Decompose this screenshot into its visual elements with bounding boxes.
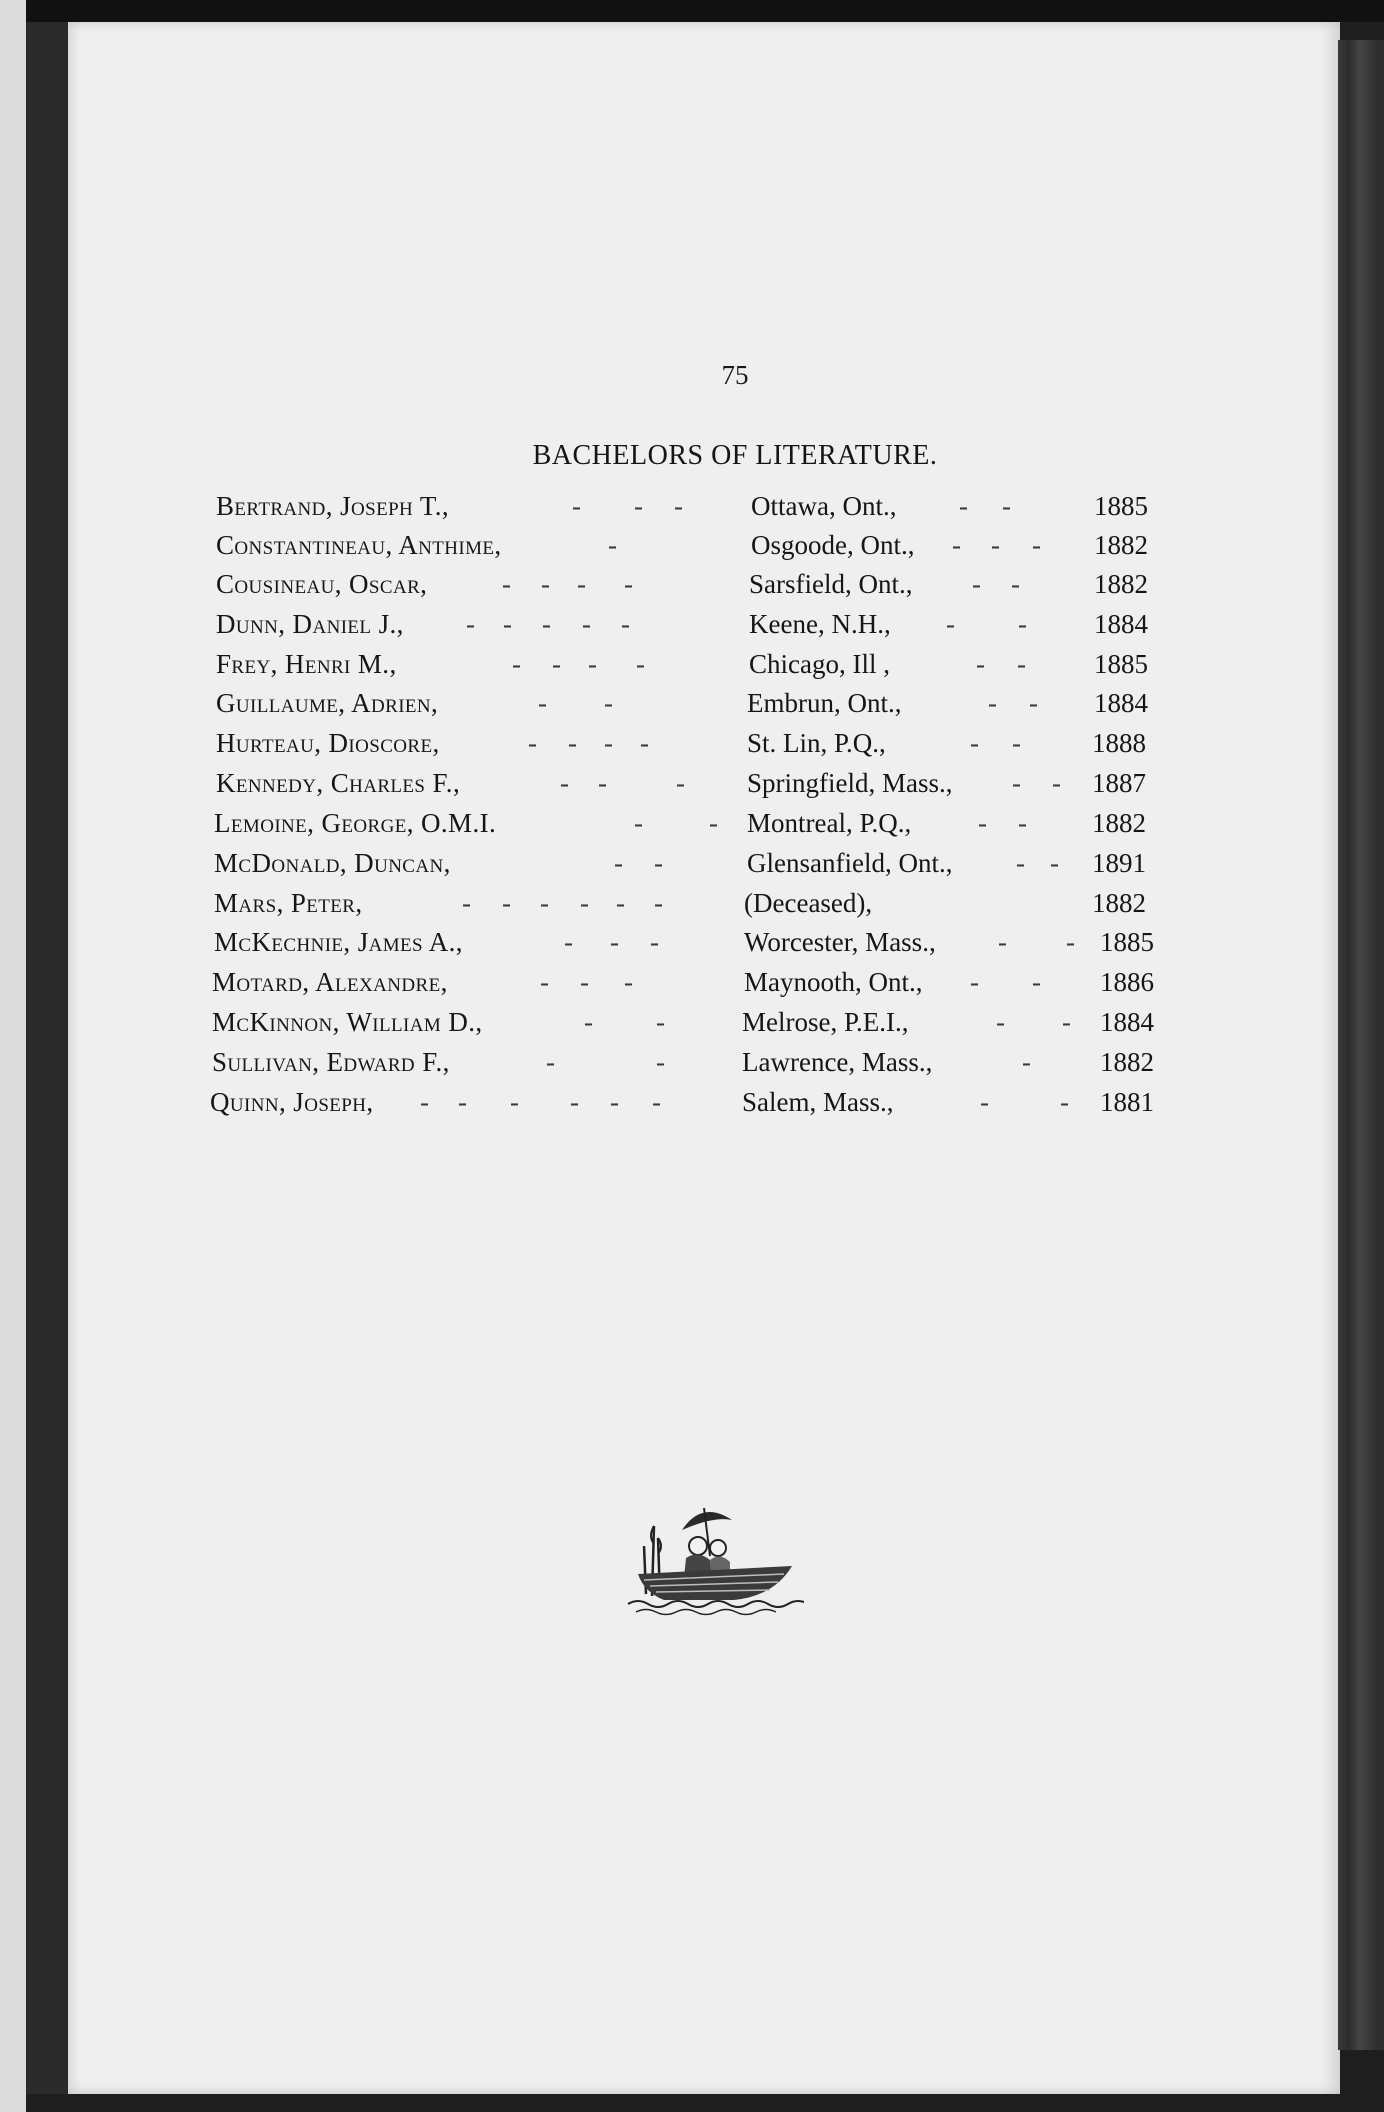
graduate-row [214, 888, 1384, 928]
graduate-row [216, 649, 1384, 689]
graduate-name: Hurteau, Dioscore, [216, 728, 440, 758]
graduate-place: Springfield, Mass., [747, 768, 953, 798]
leader-dash: - [570, 1087, 579, 1117]
leader-dash: - [624, 569, 633, 599]
leader-dash: - [598, 768, 607, 798]
graduate-place: Lawrence, Mass., [742, 1047, 933, 1077]
leader-dash: - [510, 1087, 519, 1117]
leader-dash: - [624, 967, 633, 997]
graduate-name: Lemoine, George, O.M.I. [214, 808, 497, 838]
leader-dash: - [1022, 1047, 1031, 1077]
graduate-name: Sullivan, Edward F., [212, 1047, 450, 1077]
leader-dash: - [640, 728, 649, 758]
leader-dash: - [502, 569, 511, 599]
book-page [68, 22, 1340, 2094]
leader-dash: - [650, 927, 659, 957]
graduate-year: 1882 [1094, 530, 1148, 560]
leader-dash: - [614, 848, 623, 878]
graduate-place: Chicago, Ill , [749, 649, 890, 679]
leader-dash: - [652, 1087, 661, 1117]
page-stack-edge [1338, 40, 1384, 2050]
graduate-place: Maynooth, Ont., [744, 967, 923, 997]
graduate-year: 1882 [1100, 1047, 1154, 1077]
graduate-year: 1885 [1094, 649, 1148, 679]
leader-dash: - [541, 569, 550, 599]
leader-dash: - [552, 649, 561, 679]
graduate-name: Guillaume, Adrien, [216, 688, 439, 718]
leader-dash: - [1018, 609, 1027, 639]
graduate-year: 1885 [1094, 491, 1148, 521]
graduate-row [216, 569, 1384, 609]
graduate-row [212, 967, 1384, 1007]
leader-dash: - [582, 609, 591, 639]
leader-dash: - [1002, 491, 1011, 521]
leader-dash: - [608, 530, 617, 560]
leader-dash: - [970, 728, 979, 758]
leader-dash: - [970, 967, 979, 997]
leader-dash: - [1062, 1007, 1071, 1037]
leader-dash: - [560, 768, 569, 798]
graduate-name: Motard, Alexandre, [212, 967, 448, 997]
graduate-place: Glensanfield, Ont., [747, 848, 953, 878]
leader-dash: - [959, 491, 968, 521]
graduate-name: Constantineau, Anthime, [216, 530, 502, 560]
graduate-place: Ottawa, Ont., [751, 491, 897, 521]
leader-dash: - [980, 1087, 989, 1117]
leader-dash: - [542, 609, 551, 639]
graduate-name: McKechnie, James A., [214, 927, 463, 957]
graduate-row [212, 1007, 1384, 1047]
leader-dash: - [634, 491, 643, 521]
graduate-name: Kennedy, Charles F., [216, 768, 461, 798]
graduate-year: 1887 [1092, 768, 1146, 798]
leader-dash: - [584, 1007, 593, 1037]
leader-dash: - [1029, 688, 1038, 718]
graduate-row [214, 848, 1384, 888]
leader-dash: - [978, 808, 987, 838]
graduate-name: Frey, Henri M., [216, 649, 397, 679]
graduate-year: 1884 [1094, 609, 1148, 639]
leader-dash: - [996, 1007, 1005, 1037]
page-heading: BACHELORS OF LITERATURE. [532, 440, 938, 471]
leader-dash: - [564, 927, 573, 957]
leader-dash: - [572, 491, 581, 521]
leader-dash: - [462, 888, 471, 918]
leader-dash: - [656, 1047, 665, 1077]
graduate-place: Osgoode, Ont., [751, 530, 915, 560]
leader-dash: - [604, 688, 613, 718]
leader-dash: - [540, 888, 549, 918]
leader-dash: - [709, 808, 718, 838]
leader-dash: - [610, 927, 619, 957]
leader-dash: - [1050, 848, 1059, 878]
leader-dash: - [502, 888, 511, 918]
leader-dash: - [1011, 569, 1020, 599]
leader-dash: - [1032, 967, 1041, 997]
boat-vignette-icon [624, 1486, 804, 1616]
leader-dash: - [621, 609, 630, 639]
leader-dash: - [546, 1047, 555, 1077]
graduate-year: 1884 [1100, 1007, 1154, 1037]
leader-dash: - [976, 649, 985, 679]
leader-dash: - [988, 688, 997, 718]
graduate-name: McKinnon, William D., [212, 1007, 483, 1037]
leader-dash: - [580, 888, 589, 918]
leader-dash: - [466, 609, 475, 639]
graduate-row [216, 530, 1384, 570]
graduate-year: 1886 [1100, 967, 1154, 997]
graduate-year: 1888 [1092, 728, 1146, 758]
graduate-place: (Deceased), [744, 888, 873, 918]
leader-dash: - [634, 808, 643, 838]
leader-dash: - [616, 888, 625, 918]
leader-dash: - [458, 1087, 467, 1117]
graduate-year: 1882 [1092, 888, 1146, 918]
leader-dash: - [1018, 808, 1027, 838]
graduate-name: Cousineau, Oscar, [216, 569, 428, 599]
graduate-year: 1882 [1094, 569, 1148, 599]
leader-dash: - [674, 491, 683, 521]
leader-dash: - [946, 609, 955, 639]
leader-dash: - [972, 569, 981, 599]
graduate-place: Melrose, P.E.I., [742, 1007, 909, 1037]
leader-dash: - [528, 728, 537, 758]
leader-dash: - [1032, 530, 1041, 560]
graduate-row [214, 808, 1384, 848]
leader-dash: - [998, 927, 1007, 957]
graduate-name: McDonald, Duncan, [214, 848, 451, 878]
graduate-row [210, 1087, 1384, 1127]
graduate-year: 1884 [1094, 688, 1148, 718]
binding-edge [26, 22, 68, 2094]
leader-dash: - [1060, 1087, 1069, 1117]
leader-dash: - [540, 967, 549, 997]
leader-dash: - [512, 649, 521, 679]
scan-left-margin [0, 0, 26, 2112]
graduate-row [216, 768, 1384, 808]
graduate-place: Embrun, Ont., [747, 688, 902, 718]
graduate-place: Worcester, Mass., [744, 927, 936, 957]
leader-dash: - [654, 888, 663, 918]
graduate-year: 1885 [1100, 927, 1154, 957]
leader-dash: - [1012, 728, 1021, 758]
leader-dash: - [676, 768, 685, 798]
leader-dash: - [1016, 848, 1025, 878]
graduate-year: 1882 [1092, 808, 1146, 838]
leader-dash: - [420, 1087, 429, 1117]
graduate-place: Salem, Mass., [742, 1087, 894, 1117]
leader-dash: - [610, 1087, 619, 1117]
graduate-name: Dunn, Daniel J., [216, 609, 404, 639]
graduate-name: Bertrand, Joseph T., [216, 491, 450, 521]
graduate-place: Sarsfield, Ont., [749, 569, 913, 599]
graduate-row [216, 728, 1384, 768]
graduate-place: Keene, N.H., [749, 609, 891, 639]
graduate-row [212, 1047, 1384, 1087]
scan-top-border [0, 0, 1384, 22]
leader-dash: - [568, 728, 577, 758]
leader-dash: - [991, 530, 1000, 560]
graduate-list [68, 22, 1384, 1222]
leader-dash: - [1017, 649, 1026, 679]
leader-dash: - [654, 848, 663, 878]
leader-dash: - [1012, 768, 1021, 798]
graduate-place: St. Lin, P.Q., [747, 728, 886, 758]
leader-dash: - [538, 688, 547, 718]
graduate-row [214, 927, 1384, 967]
leader-dash: - [503, 609, 512, 639]
graduate-name: Quinn, Joseph, [210, 1087, 374, 1117]
graduate-row [216, 688, 1384, 728]
graduate-name: Mars, Peter, [214, 888, 363, 918]
leader-dash: - [1052, 768, 1061, 798]
leader-dash: - [656, 1007, 665, 1037]
leader-dash: - [588, 649, 597, 679]
graduate-year: 1881 [1100, 1087, 1154, 1117]
graduate-year: 1891 [1092, 848, 1146, 878]
leader-dash: - [1066, 927, 1075, 957]
graduate-place: Montreal, P.Q., [747, 808, 912, 838]
leader-dash: - [577, 569, 586, 599]
leader-dash: - [580, 967, 589, 997]
leader-dash: - [952, 530, 961, 560]
leader-dash: - [636, 649, 645, 679]
leader-dash: - [604, 728, 613, 758]
graduate-row [216, 609, 1384, 649]
page-number: 75 [721, 360, 749, 390]
graduate-row [216, 491, 1384, 531]
